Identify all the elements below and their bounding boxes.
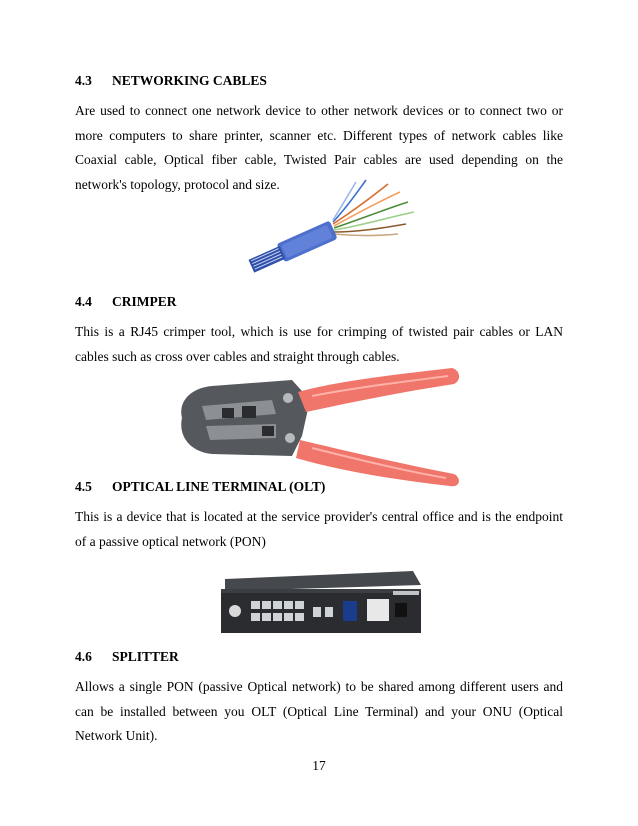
section-heading-4-6 (75, 649, 179, 665)
crimper-tool-image (172, 366, 464, 490)
wire (334, 234, 398, 236)
section-heading-4-4 (75, 294, 177, 310)
olt-device-image (217, 569, 423, 637)
section-body-4-4: This is a RJ45 crimper tool, which is use for crimping of twisted pair cables or LAN cables such as cross over cables and straight through cables. (75, 324, 563, 364)
section-heading-4-3 (75, 73, 267, 89)
section-number: 4.6 (75, 649, 92, 664)
network-cable-image (238, 176, 418, 280)
section-number: 4.5 (75, 479, 92, 494)
section-title: CRIMPER (112, 294, 177, 309)
page-number: 17 (312, 758, 326, 773)
section-title: OPTICAL LINE TERMINAL (OLT) (112, 479, 326, 494)
section-body-4-3: Are used to connect one network device to other network devices or to connect two or more computers to share printer, scanner etc. Different types of network cables like Coaxial cable, Optical fiber cable, Twisted Pair cables are used depending on the network's topology, protocol and size. (75, 103, 563, 192)
section-body-4-6: Allows a single PON (passive Optical network) to be shared among different users and can be installed between you OLT (Optical Line Terminal) and your ONU (Optical Network Unit). (75, 679, 563, 743)
section-body-4-5: This is a device that is located at the service provider's central office and is the endpoint of a passive optical network (PON) (75, 509, 563, 549)
section-number: 4.3 (75, 73, 92, 88)
section-title: NETWORKING CABLES (112, 73, 267, 88)
section-title: SPLITTER (112, 649, 179, 664)
wire (333, 180, 366, 222)
wire (333, 182, 356, 220)
section-heading-4-5 (75, 479, 325, 495)
section-number: 4.4 (75, 294, 92, 309)
